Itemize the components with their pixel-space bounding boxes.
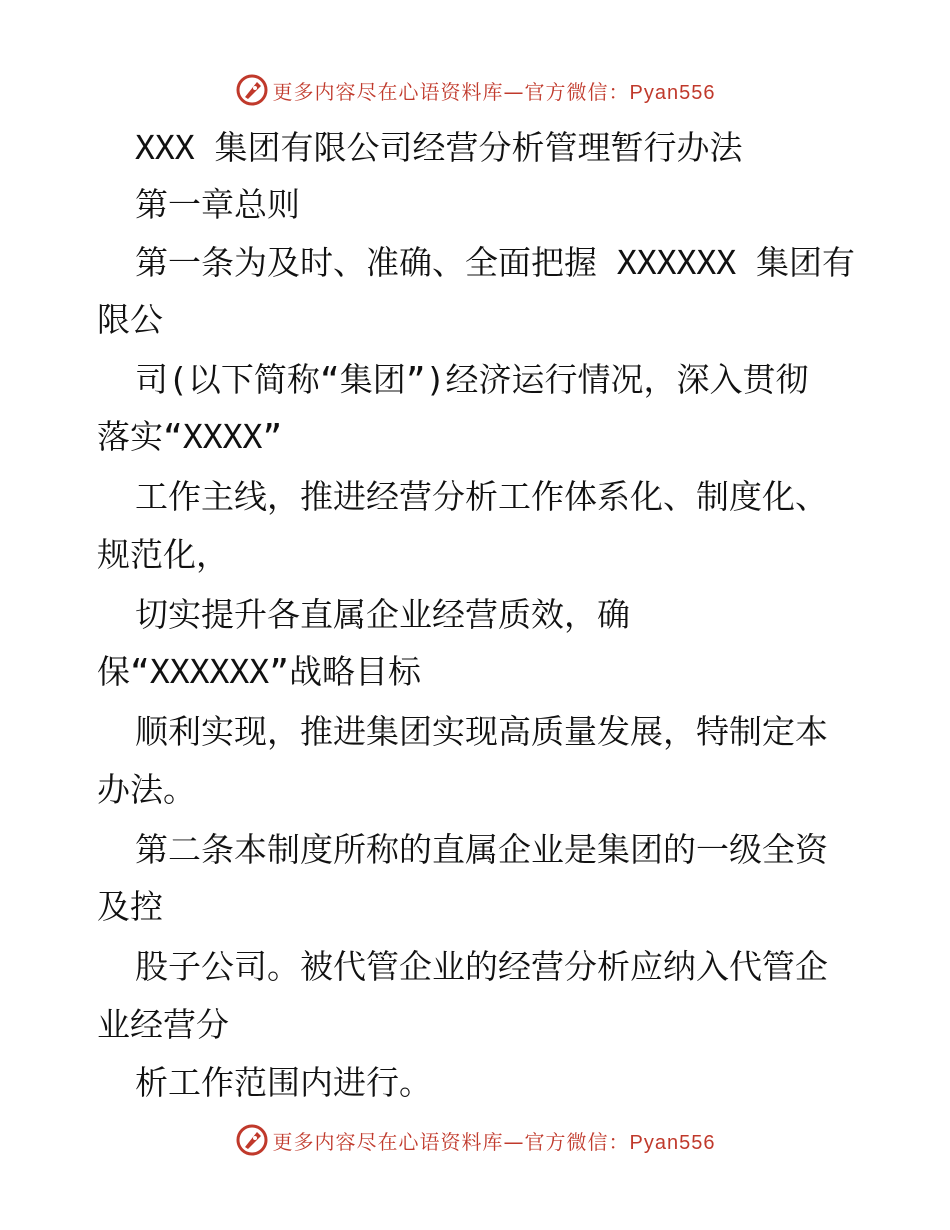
paragraph-line: 第一条为及时、准确、全面把握 XXXXXX 集团有: [135, 243, 855, 282]
paragraph-line: 工作主线，推进经营分析工作体系化、制度化、: [135, 477, 828, 516]
paragraph-line: 顺利实现，推进集团实现高质量发展，特制定本: [135, 712, 828, 751]
banner-text: 更多内容尽在心语资料库—官方微信：Pyan556: [272, 1129, 716, 1154]
banner-text: 更多内容尽在心语资料库—官方微信：Pyan556: [272, 79, 716, 104]
chapter-heading: 第一章总则: [135, 185, 300, 224]
watermark-banner-bottom: [0, 1120, 950, 1160]
paragraph-line: 股子公司。被代管企业的经营分析应纳入代管企: [135, 947, 828, 986]
pen-nib-icon: [235, 1123, 269, 1157]
paragraph-line: 析工作范围内进行。: [135, 1063, 432, 1102]
paragraph-line: 第二条本制度所称的直属企业是集团的一级全资: [135, 830, 828, 869]
watermark-banner-top: [0, 70, 950, 110]
pen-nib-icon: [235, 73, 269, 107]
paragraph-line: 限公: [97, 300, 163, 339]
paragraph-line: 保“XXXXXX”战略目标: [97, 652, 421, 691]
document-title: XXX 集团有限公司经营分析管理暂行办法: [135, 128, 743, 167]
paragraph-line: 规范化，: [97, 535, 229, 574]
paragraph-line: 及控: [97, 887, 163, 926]
paragraph-line: 落实“XXXX”: [97, 417, 283, 456]
paragraph-line: 司(以下简称“集团”)经济运行情况，深入贯彻: [135, 360, 809, 399]
paragraph-line: 业经营分: [97, 1005, 229, 1044]
paragraph-line: 办法。: [97, 770, 196, 809]
paragraph-line: 切实提升各直属企业经营质效，确: [135, 595, 630, 634]
